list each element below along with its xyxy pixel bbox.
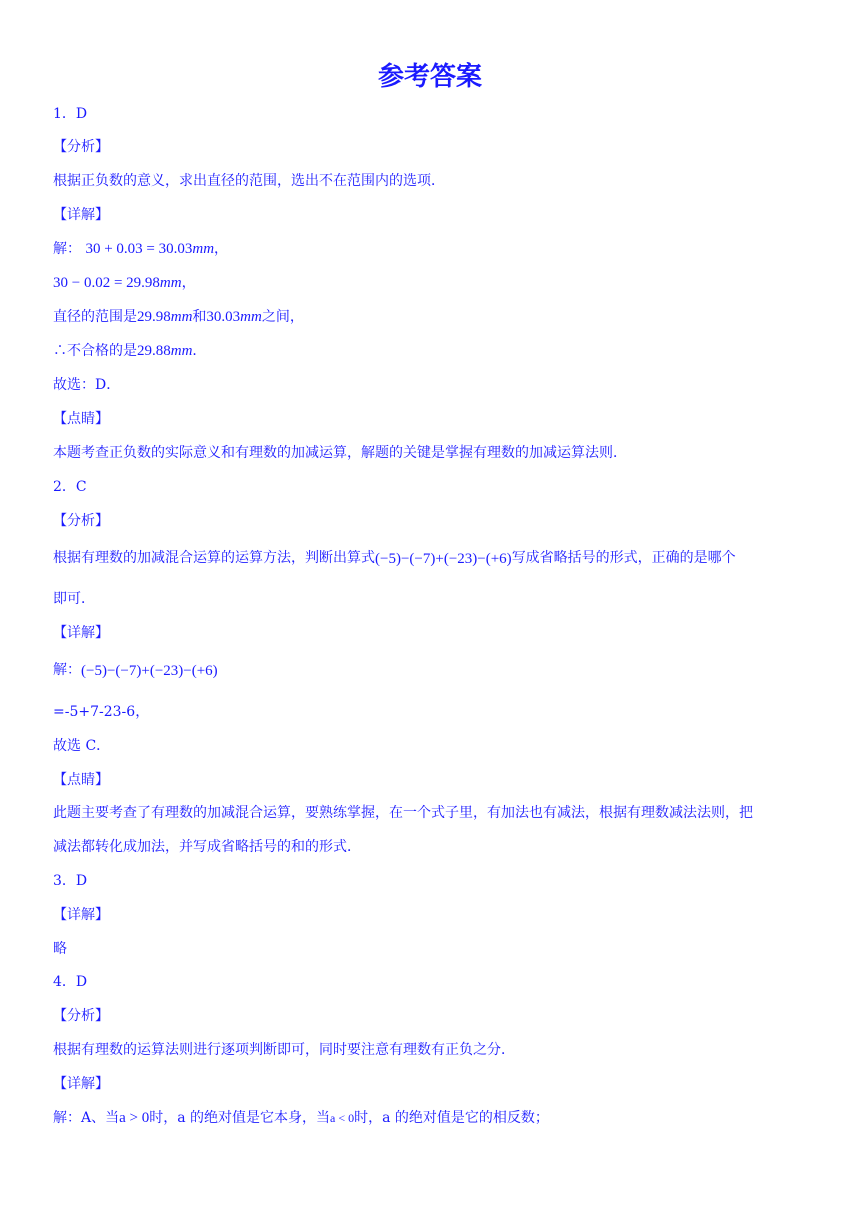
- answer-1-detail-line-1: [53, 239, 228, 259]
- text: ，: [214, 241, 229, 257]
- text: 解：: [53, 241, 81, 257]
- answer-1-detail-line-3: [53, 307, 304, 327]
- math-expression: (−5)−(−7)+(−23)−(+6): [375, 551, 512, 567]
- text: ．: [192, 343, 207, 359]
- answer-1-analysis: 根据正负数的意义，求出直径的范围，选出不在范围内的选项．: [53, 173, 445, 189]
- answer-1-detail-line-5: 故选：D．: [53, 377, 121, 393]
- unit: mm: [170, 309, 193, 325]
- value: 29.88: [137, 343, 171, 359]
- answer-1-number: 1．D: [53, 106, 88, 122]
- answer-2-detail-line-1: [53, 660, 218, 680]
- answer-3-detail-tag: 【详解】: [53, 907, 109, 923]
- text: 解：A、当: [53, 1110, 120, 1126]
- answer-2-number: 2．C: [53, 479, 87, 495]
- answer-2-comment-line-2: 减法都转化成加法，并写成省略括号的和的形式．: [53, 839, 361, 855]
- answer-4-number: 4．D: [53, 974, 88, 990]
- math-expression: (−5)−(−7)+(−23)−(+6): [81, 663, 218, 679]
- answer-2-analysis-tag: 【分析】: [53, 513, 109, 529]
- unit: mm: [192, 241, 215, 257]
- math-expression: a < 0: [330, 1111, 355, 1125]
- unit: mm: [240, 309, 262, 325]
- answer-2-comment-tag: 【点睛】: [53, 772, 109, 788]
- text: 根据有理数的加减混合运算的运算方法，判断出算式: [53, 550, 375, 566]
- math-expression: a > 0: [119, 1110, 150, 1126]
- text: 之间，: [261, 309, 304, 325]
- text: 时，a 的绝对值是它的相反数；: [354, 1110, 549, 1126]
- text: 时，a 的绝对值是它本身，当: [149, 1110, 331, 1126]
- value: 29.98: [137, 309, 171, 325]
- answer-2-detail-line-2: =-5+7-23-6，: [53, 704, 150, 720]
- answer-3-number: 3．D: [53, 873, 88, 889]
- answer-4-analysis-tag: 【分析】: [53, 1008, 109, 1024]
- unit: mm: [170, 343, 193, 359]
- answer-4-detail-tag: 【详解】: [53, 1076, 109, 1092]
- text: 直径的范围是: [53, 309, 137, 325]
- math-expression: 30 + 0.03 = 30.03: [85, 241, 193, 257]
- text: 和: [192, 309, 207, 325]
- answer-2-analysis-line-2: 即可．: [53, 591, 95, 607]
- text: ∴不合格的是: [53, 343, 137, 359]
- answer-4-analysis: 根据有理数的运算法则进行逐项判断即可，同时要注意有理数有正负之分．: [53, 1042, 515, 1058]
- answer-2-detail-line-3: 故选 C．: [53, 738, 111, 754]
- value: 30.03: [206, 309, 241, 325]
- answer-4-detail-line-1: [53, 1108, 549, 1128]
- answer-2-comment-line-1: 此题主要考查了有理数的加减混合运算，要熟练掌握，在一个式子里，有加法也有减法，根据有理数减法法则，把: [53, 805, 753, 821]
- text: 写成省略括号的形式，正确的是哪个: [511, 550, 736, 566]
- page-title: 参考答案: [377, 62, 482, 92]
- answer-2-detail-tag: 【详解】: [53, 625, 109, 641]
- text: 解：: [53, 662, 81, 678]
- answer-1-detail-tag: 【详解】: [53, 207, 109, 223]
- answer-1-analysis-tag: 【分析】: [53, 139, 109, 155]
- unit: mm: [159, 275, 182, 291]
- answer-1-comment-tag: 【点睛】: [53, 411, 109, 427]
- text: ，: [181, 275, 196, 291]
- answer-1-detail-line-2: [53, 273, 196, 293]
- answer-1-comment: 本题考查正负数的实际意义和有理数的加减运算，解题的关键是掌握有理数的加减运算法则．: [53, 445, 627, 461]
- answer-1-detail-line-4: [53, 341, 206, 361]
- answer-3-detail: 略: [53, 941, 67, 957]
- answer-2-analysis-line-1: [53, 548, 736, 568]
- math-expression: 30 − 0.02 = 29.98: [53, 275, 160, 291]
